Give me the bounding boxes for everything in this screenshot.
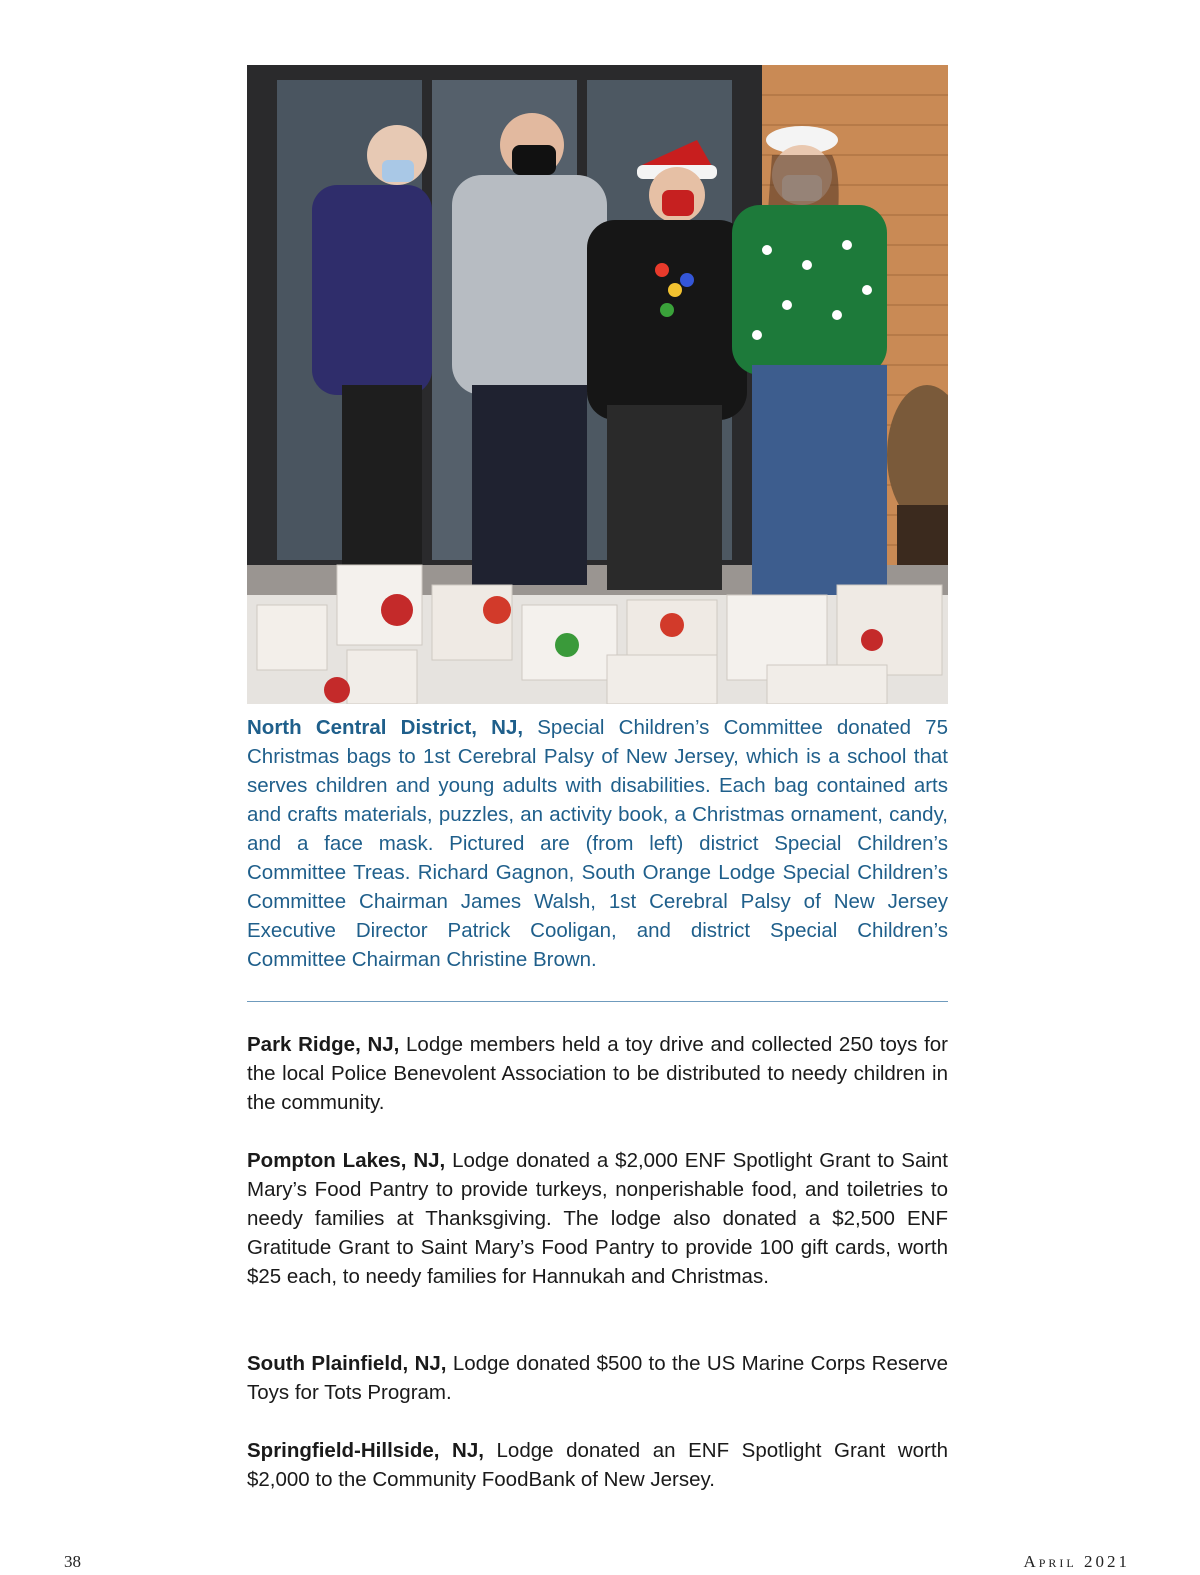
news-item-south-plainfield	[247, 1349, 948, 1407]
group-photo-icon	[247, 65, 948, 704]
news-item-lead: Pompton Lakes, NJ,	[247, 1149, 446, 1172]
news-item-text: Lodge donated $500 to the US Marine Corps Reserve Toys for Tots Program.	[247, 1352, 948, 1404]
caption-lead: North Central District, NJ,	[247, 716, 524, 739]
news-item-pompton-lakes	[247, 1146, 948, 1291]
news-item-text: Lodge members held a toy drive and collected 250 toys for the local Police Benevolent Association to be distributed to needy children in the community.	[247, 1033, 948, 1114]
news-item-lead: South Plainfield, NJ,	[247, 1352, 447, 1375]
issue-date: April 2021	[1023, 1552, 1130, 1571]
news-item-lead: Park Ridge, NJ,	[247, 1033, 400, 1056]
group-photo	[247, 65, 948, 704]
news-item-text: Lodge donated an ENF Spotlight Grant worth $2,000 to the Community FoodBank of New Jersey.	[247, 1439, 948, 1491]
news-item-park-ridge	[247, 1030, 948, 1117]
caption-text: Special Children’s Committee donated 75 Christmas bags to 1st Cerebral Palsy of New Jersey, which is a school that serves children and young adults with disabilities. Each bag contained arts and crafts materials, puzzles, an activity book, a Christmas ornament, candy, and a face mask. Pictured are (from left) district Special Children’s Committee Treas. Richard Gagnon, South Orange Lodge Special Children’s Committee Chairman James Walsh, 1st Cerebral Palsy of New Jersey Executive Director Patrick Cooligan, and district Special Children’s Committee Chairman Christine Brown.	[247, 716, 948, 971]
section-divider	[247, 1001, 948, 1002]
page-number: 38	[64, 1552, 81, 1571]
news-item-text: Lodge donated a $2,000 ENF Spotlight Grant to Saint Mary’s Food Pantry to provide turkeys, nonperishable food, and toiletries to needy families at Thanksgiving. The lodge also donated a $2,500 ENF Gratitude Grant to Saint Mary’s Food Pantry to provide 100 gift cards, worth $25 each, to needy families for Hannukah and Christmas.	[247, 1149, 948, 1288]
news-item-springfield-hillside	[247, 1436, 948, 1494]
photo-caption	[247, 713, 948, 974]
news-item-lead: Springfield-Hillside, NJ,	[247, 1439, 484, 1462]
